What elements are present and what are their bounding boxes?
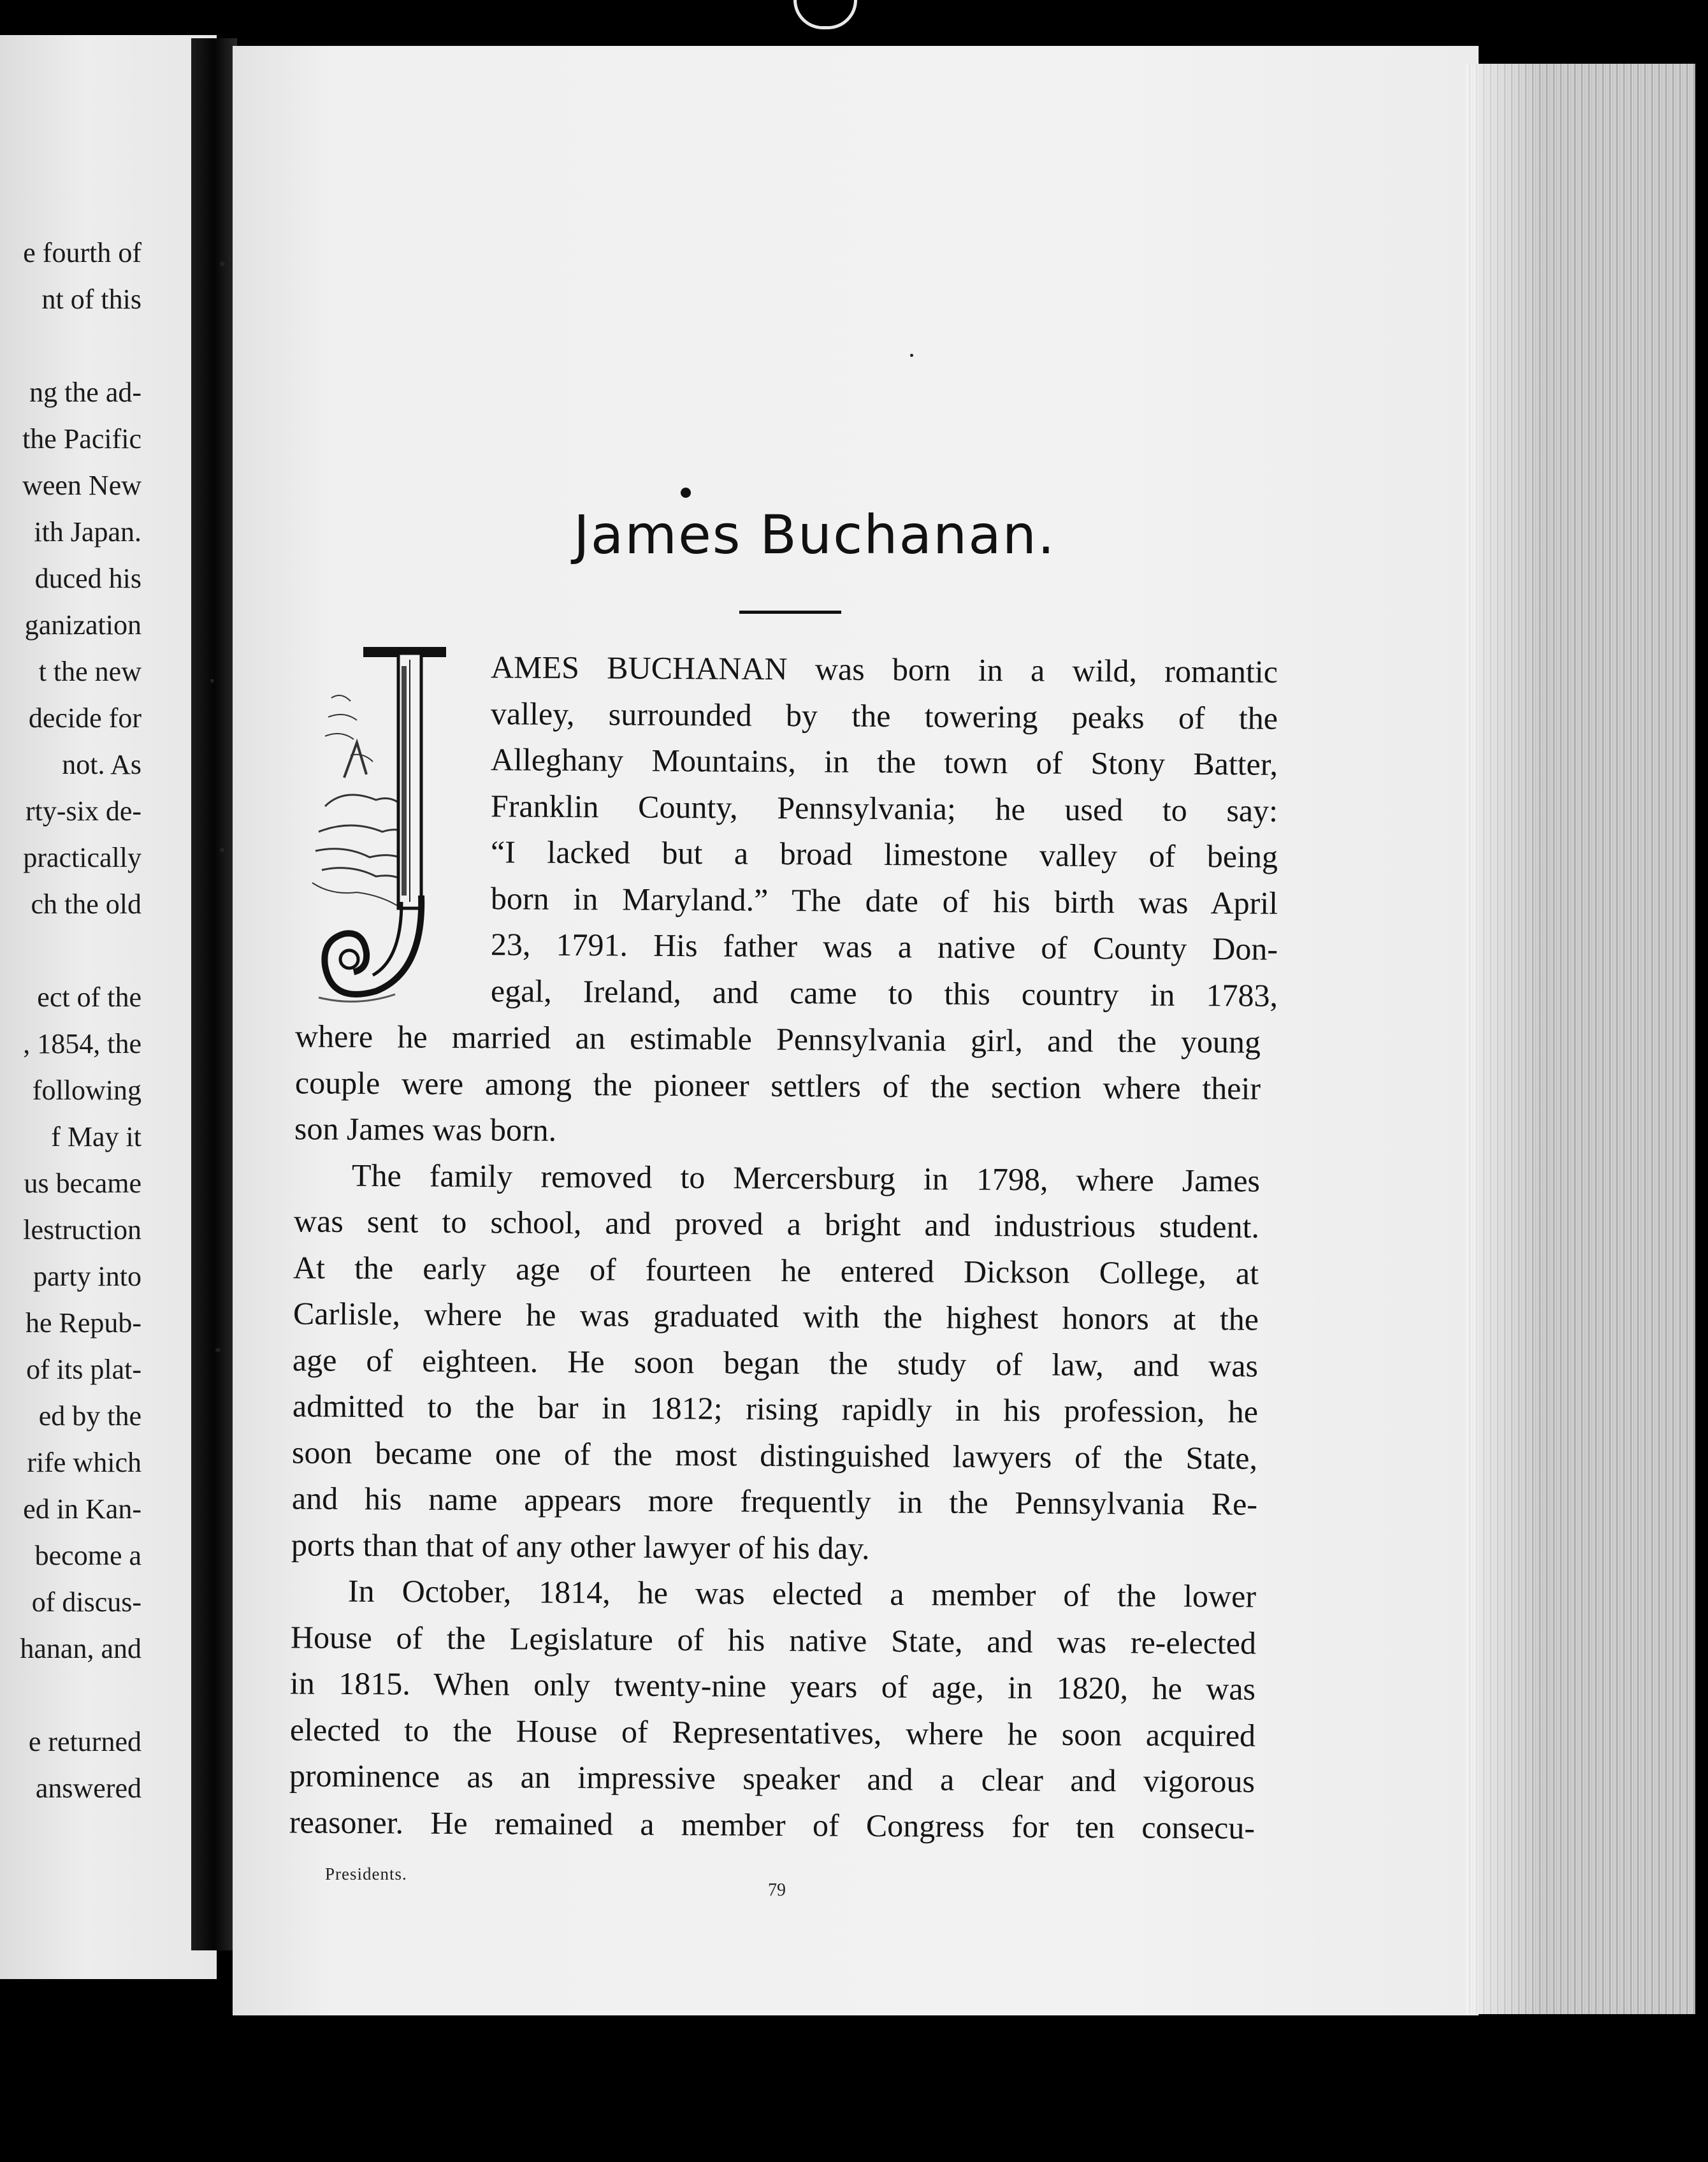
body-text-line: elected to the House of Representatives, where he soon acquired (289, 1711, 1256, 1753)
previous-page-line: ganization (24, 609, 141, 641)
previous-page-line: ed by the (38, 1400, 141, 1432)
previous-page-line: ect of the (37, 982, 141, 1013)
body-text-line: AMES BUCHANAN was born in a wild, romantic (490, 649, 1278, 690)
body-text-line: At the early age of fourteen he entered Dickson College, at (293, 1249, 1259, 1291)
previous-page-line: ith Japan. (34, 516, 141, 548)
previous-page-line: of discus- (31, 1586, 141, 1618)
body-text-line: 23, 1791. His father was a native of County Don- (490, 926, 1278, 967)
scan-speck (220, 261, 225, 266)
previous-page-line: he Repub- (25, 1307, 141, 1339)
body-text-line: soon became one of the most distinguished lawyers of the State, (292, 1433, 1258, 1476)
body-text-line: The family removed to Mercersburg in 1798, where James (351, 1157, 1260, 1198)
previous-page-line: party into (33, 1261, 141, 1292)
body-text-line: egal, Ireland, and came to this country in 1783, (490, 972, 1278, 1013)
previous-page-line: rife which (27, 1447, 141, 1478)
previous-page-line: e fourth of (23, 237, 141, 268)
previous-page-line: not. As (62, 749, 141, 780)
previous-page-line: , 1854, the (23, 1028, 141, 1059)
binding-clip-mark (793, 0, 857, 29)
previous-page-line: ng the ad- (29, 377, 141, 408)
drop-cap-letter (319, 647, 446, 1001)
body-text-line: admitted to the bar in 1812; rising rapidly in his profession, he (292, 1388, 1258, 1430)
scan-speck (910, 354, 913, 357)
scan-speck (210, 679, 214, 683)
previous-page-line: decide for (28, 702, 141, 734)
body-text-line: prominence as an impressive speaker and a clear and vigorous (289, 1757, 1256, 1799)
previous-page-text (0, 229, 141, 1811)
scan-speck (215, 1348, 221, 1352)
previous-page-line: of its plat- (26, 1354, 141, 1385)
previous-page-line: hanan, and (20, 1633, 141, 1664)
previous-page-line (0, 1672, 141, 1718)
page-title: James Buchanan. (574, 504, 1056, 566)
body-text-line: Alleghany Mountains, in the town of Stony Batter, (490, 741, 1278, 782)
body-text-line: where he married an estimable Pennsylvania girl, and the young (295, 1018, 1261, 1060)
body-text-line: born in Maryland.” The date of his birth was April (490, 880, 1278, 921)
body-text-line: Franklin County, Pennsylvania; he used to say: (490, 787, 1278, 829)
page-number: 79 (768, 1880, 786, 1900)
body-text-line: son James was born. (294, 1110, 557, 1148)
title-rule (739, 611, 841, 614)
body-text-line: Carlisle, where he was graduated with the highest honors at the (293, 1295, 1259, 1337)
previous-page-line: t the new (38, 656, 141, 687)
previous-page-line: nt of this (41, 284, 141, 315)
body-text-line: “I lacked but a broad limestone valley of being (490, 834, 1278, 874)
previous-page-line: the Pacific (22, 423, 141, 454)
book-gutter (191, 38, 237, 1950)
body-text-line: was sent to school, and proved a bright and industrious student. (293, 1203, 1260, 1245)
body-text-line: and his name appears more frequently in the Pennsylvania Re- (291, 1480, 1257, 1522)
previous-page-line: lestruction (23, 1214, 141, 1245)
previous-page-line: duced his (34, 563, 141, 594)
previous-page-line (0, 323, 141, 369)
previous-page-line: following (32, 1075, 141, 1106)
previous-page-line: ed in Kan- (23, 1493, 141, 1525)
previous-page-line: us became (24, 1168, 141, 1199)
previous-page-line: ween New (22, 470, 141, 501)
previous-page-line: f May it (51, 1121, 141, 1152)
previous-page-line: become a (34, 1540, 141, 1571)
body-text-line: valley, surrounded by the towering peaks of the (490, 695, 1278, 736)
body-text-line: age of eighteen. He soon began the study of law, and was (293, 1341, 1259, 1384)
page-edge-shade (1466, 64, 1542, 2014)
body-text-line: House of the Legislature of his native State, and was re-elected (290, 1618, 1257, 1661)
body-text-line: in 1815. When only twenty-nine years of age, in 1820, he was (290, 1665, 1256, 1707)
body-text-line: couple were among the pioneer settlers of the section where their (294, 1064, 1261, 1106)
previous-page-line: e returned (28, 1726, 141, 1757)
previous-page-line (0, 927, 141, 974)
body-text-line: In October, 1814, he was elected a member of the lower (348, 1572, 1257, 1614)
previous-page-line: answered (35, 1773, 141, 1804)
previous-page-line: rty-six de- (25, 795, 141, 827)
footer-signature: Presidents. (325, 1864, 407, 1883)
previous-page-line: practically (23, 842, 141, 873)
drop-cap-ornament (306, 641, 465, 1010)
scan-speck (220, 848, 224, 852)
body-text-line: ports than that of any other lawyer of his day. (291, 1526, 870, 1566)
previous-page-line: ch the old (31, 889, 141, 920)
title-ornament-dot (681, 488, 691, 498)
body-text-line: reasoner. He remained a member of Congress for ten consecu- (289, 1803, 1255, 1846)
